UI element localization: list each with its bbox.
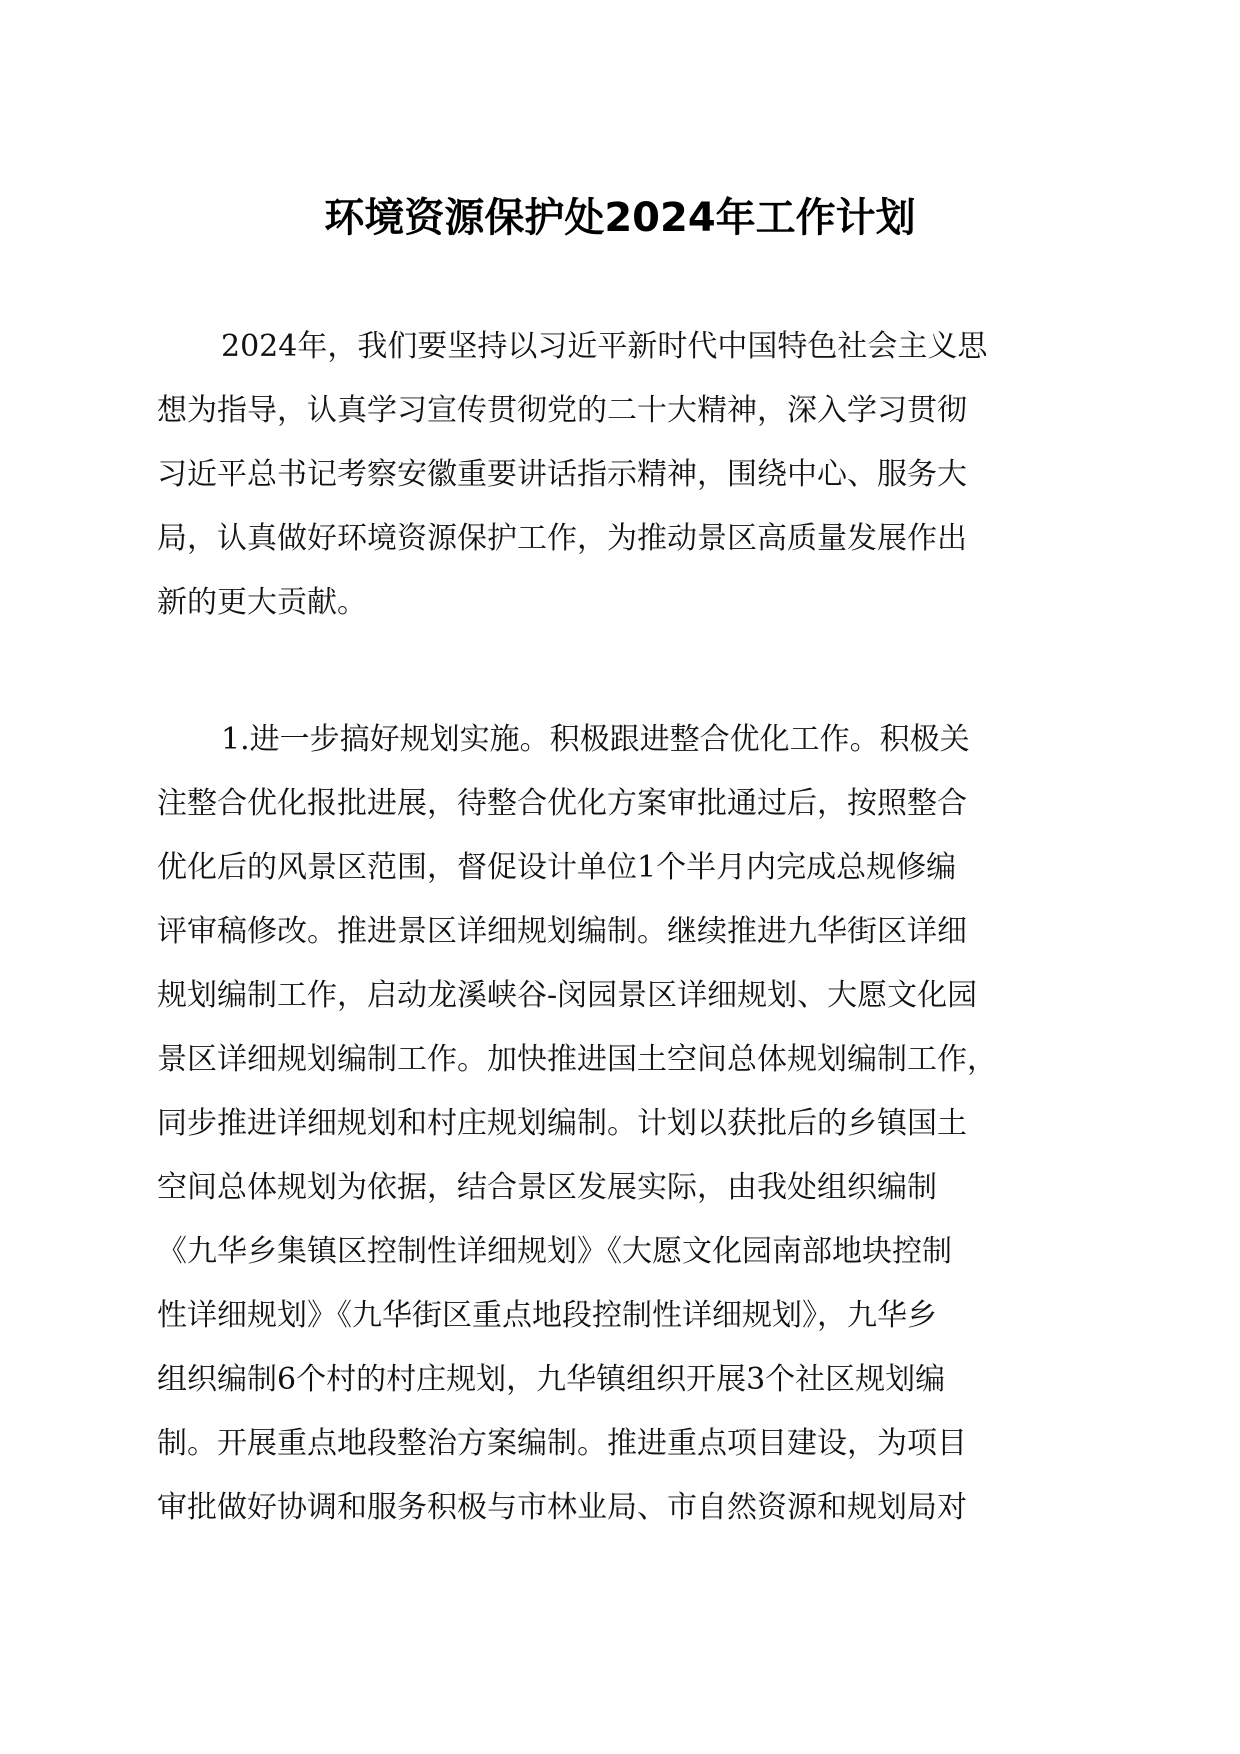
paragraph-planning <box>157 708 1083 1540</box>
paragraph-line: 评审稿修改。推进景区详细规划编制。继续推进九华街区详细 <box>157 914 967 949</box>
paragraph-line: 空间总体规划为依据，结合景区发展实际，由我处组织编制 <box>157 1170 937 1205</box>
paragraph-line: 制。开展重点地段整治方案编制。推进重点项目建设，为项目 <box>157 1426 967 1461</box>
paragraph-line: 组织编制6个村的村庄规划，九华镇组织开展3个社区规划编 <box>157 1362 946 1397</box>
paragraph-line: 1.进一步搞好规划实施。积极跟进整合优化工作。积极关 <box>221 722 970 757</box>
paragraph-line: 规划编制工作，启动龙溪峡谷-闵园景区详细规划、大愿文化园 <box>157 978 978 1013</box>
paragraph-line: 同步推进详细规划和村庄规划编制。计划以获批后的乡镇国土 <box>157 1106 967 1141</box>
paragraph-line: 2024年，我们要坚持以习近平新时代中国特色社会主义思 <box>221 329 988 364</box>
paragraph-line: 局，认真做好环境资源保护工作，为推动景区高质量发展作出 <box>157 521 967 556</box>
paragraph-line: 性详细规划》《九华街区重点地段控制性详细规划》，九华乡 <box>157 1298 937 1333</box>
paragraph-line: 《九华乡集镇区控制性详细规划》《大愿文化园南部地块控制 <box>157 1234 952 1269</box>
paragraph-line: 习近平总书记考察安徽重要讲话指示精神，围绕中心、服务大 <box>157 457 967 492</box>
paragraph-intro <box>157 315 1083 635</box>
paragraph-line: 想为指导，认真学习宣传贯彻党的二十大精神，深入学习贯彻 <box>157 393 967 428</box>
paragraph-line: 新的更大贡献。 <box>157 585 367 620</box>
paragraph-line: 景区详细规划编制工作。加快推进国土空间总体规划编制工作， <box>157 1042 997 1077</box>
paragraph-line: 优化后的风景区范围，督促设计单位1个半月内完成总规修编 <box>157 850 957 885</box>
paragraph-line: 注整合优化报批进展，待整合优化方案审批通过后，按照整合 <box>157 786 967 821</box>
document-title: 环境资源保护处2024年工作计划 <box>324 195 916 241</box>
paragraph-line: 审批做好协调和服务积极与市林业局、市自然资源和规划局对 <box>157 1490 967 1525</box>
